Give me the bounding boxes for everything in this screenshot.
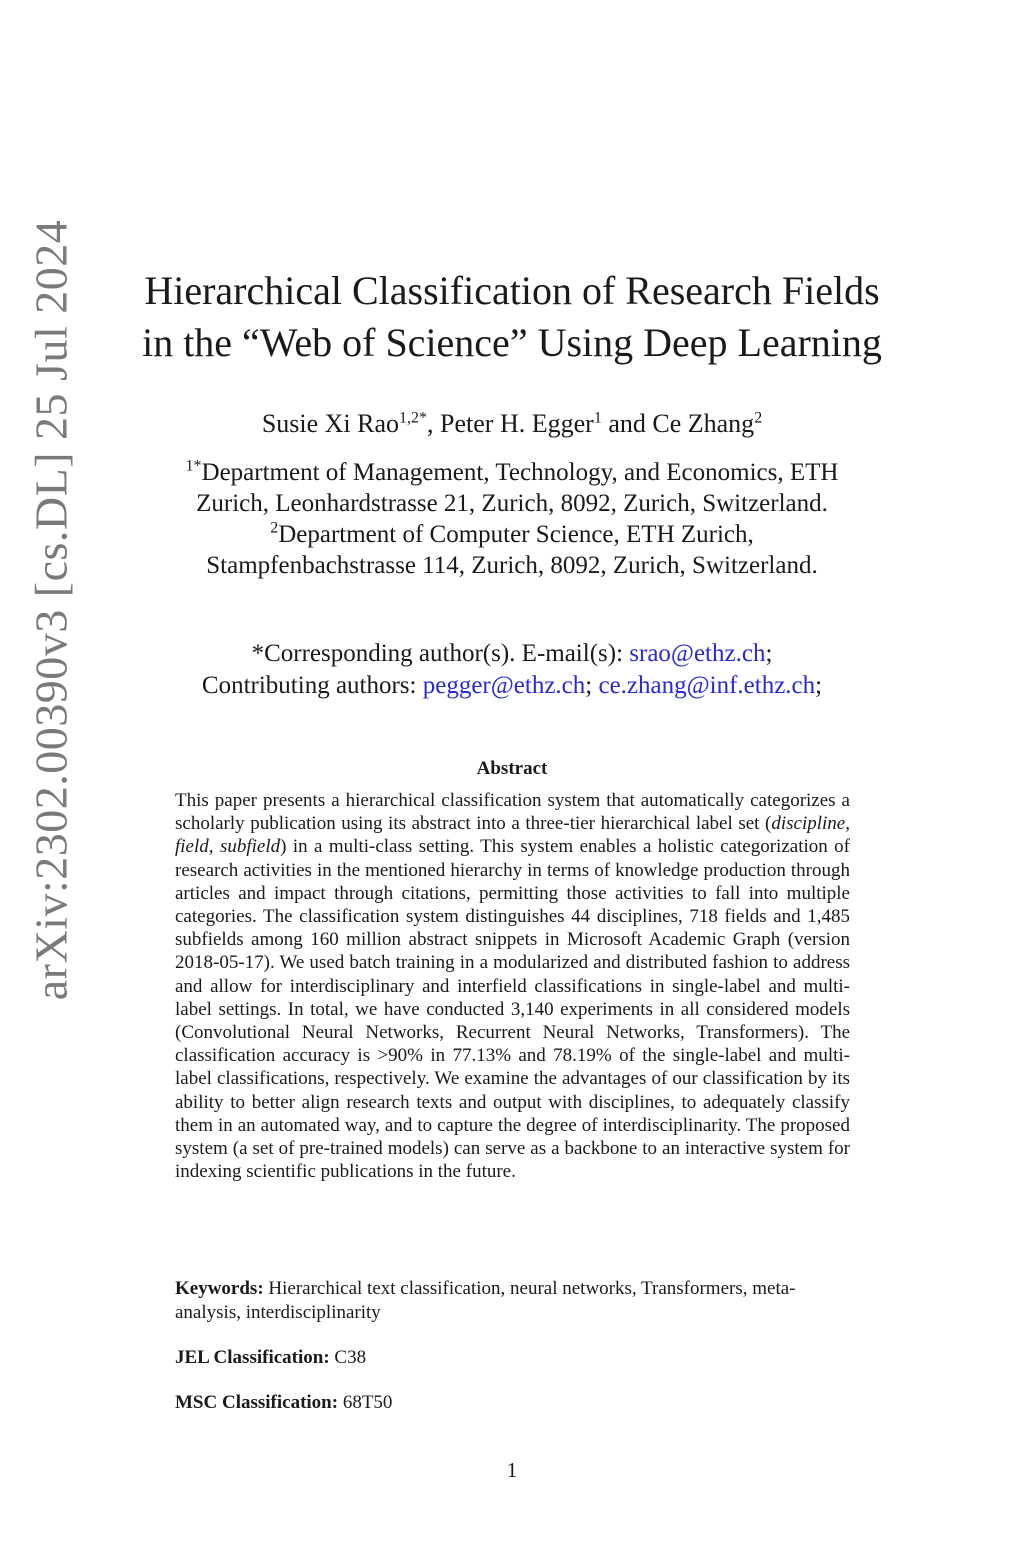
page-number: 1	[506, 1458, 518, 1482]
affiliation-text: Department of Computer Science, ETH Zurich,	[278, 521, 754, 548]
jel-label: JEL Classification:	[175, 1347, 330, 1368]
author-affiliation-mark: 1,2*	[399, 409, 428, 427]
abstract-text: This paper presents a hierarchical classification system that automatically categorizes a scholarly publication using its abstract into a three-tier hierarchical label set (	[175, 790, 850, 835]
author-affiliation-mark: 2	[754, 409, 763, 427]
jel-value: C38	[329, 1347, 367, 1368]
correspondence-line-1	[0, 638, 1024, 670]
punctuation: ;	[585, 672, 599, 699]
author-list	[0, 406, 1024, 442]
author-separator: ,	[427, 409, 441, 438]
contributing-label: Contributing authors:	[201, 672, 423, 699]
jel-classification	[175, 1346, 850, 1370]
email-link-srao[interactable]: srao@ethz.ch	[629, 640, 766, 667]
affiliation-mark: 2	[270, 519, 279, 537]
title-line-2: in the “Web of Science” Using Deep Learning	[142, 320, 882, 365]
affiliation-text: Department of Management, Technology, and Economics, ETH	[201, 459, 839, 486]
email-link-cezhang[interactable]: ce.zhang@inf.ethz.ch	[598, 672, 816, 699]
correspondence-block	[0, 638, 1024, 702]
affiliation-1-line-1	[0, 457, 1024, 488]
correspondence-line-2	[0, 670, 1024, 702]
keywords	[175, 1277, 850, 1324]
abstract-body	[175, 789, 850, 1183]
abstract-text: ) in a multi-class setting. This system enables a holistic categorization of research activities in the mentioned hierarchy in terms of knowledge production through articles and impact through citations, permitting those activities to fall into multiple categories. The classification system distinguishes 44 disciplines, 718 fields and 1,485 subfields among 160 million abstract snippets in Microsoft Academic Graph (version 2018-05-17). We used batch training in a modularized and distributed fashion to address and allow for interdisciplinary and interfield classifications in single-label and multi-label settings. In total, we have conducted 3,140 experiments in all considered models (Convolutional Neural Networks, Recurrent Neural Networks, Transformers). The classification accuracy is >90% in 77.13% and 78.19% of the single-label and multi-label classifications, respectively. We examine the advantages of our classification by its ability to better align research texts and output with disciplines, to adequately classify them in an automated way, and to capture the degree of interdisciplinarity. The proposed system (a set of pre-trained models) can serve as a backbone to an interactive system for indexing scientific publications in the future.	[175, 836, 851, 1183]
keywords-text: Hierarchical text classification, neural networks, Transformers, meta-analysis, interdisciplinarity	[175, 1278, 796, 1323]
label-field: field	[175, 836, 209, 858]
paper-title	[0, 265, 1024, 369]
title-line-1: Hierarchical Classification of Research Fields	[144, 268, 880, 313]
correspondence-label: *Corresponding author(s). E-mail(s):	[251, 640, 630, 667]
affiliation-mark: 1*	[185, 457, 202, 475]
author-name: Ce Zhang	[652, 409, 755, 438]
punctuation: ,	[208, 836, 220, 858]
label-subfield: subfield	[219, 836, 281, 858]
label-discipline: discipline	[771, 813, 846, 835]
affiliation-1-line-2: Zurich, Leonhardstrasse 21, Zurich, 8092, Zurich, Switzerland.	[196, 490, 828, 517]
keywords-label: Keywords:	[175, 1278, 264, 1299]
punctuation: ;	[765, 640, 773, 667]
author-name: Peter H. Egger	[440, 409, 594, 438]
abstract-heading: Abstract	[476, 758, 548, 779]
punctuation: ;	[815, 672, 823, 699]
affiliations	[0, 457, 1024, 581]
msc-value: 68T50	[338, 1392, 393, 1413]
msc-label: MSC Classification:	[175, 1392, 339, 1413]
email-link-pegger[interactable]: pegger@ethz.ch	[422, 672, 586, 699]
author-name: Susie Xi Rao	[261, 409, 400, 438]
affiliation-2-line-2: Stampfenbachstrasse 114, Zurich, 8092, Zurich, Switzerland.	[206, 552, 818, 579]
affiliation-2-line-1	[0, 519, 1024, 550]
author-separator: and	[601, 409, 653, 438]
punctuation: ,	[845, 813, 850, 835]
msc-classification	[175, 1391, 850, 1415]
arxiv-identifier-stamp: arXiv:2302.00390v3 [cs.DL] 25 Jul 2024	[25, 219, 77, 1001]
author-affiliation-mark: 1	[593, 409, 602, 427]
